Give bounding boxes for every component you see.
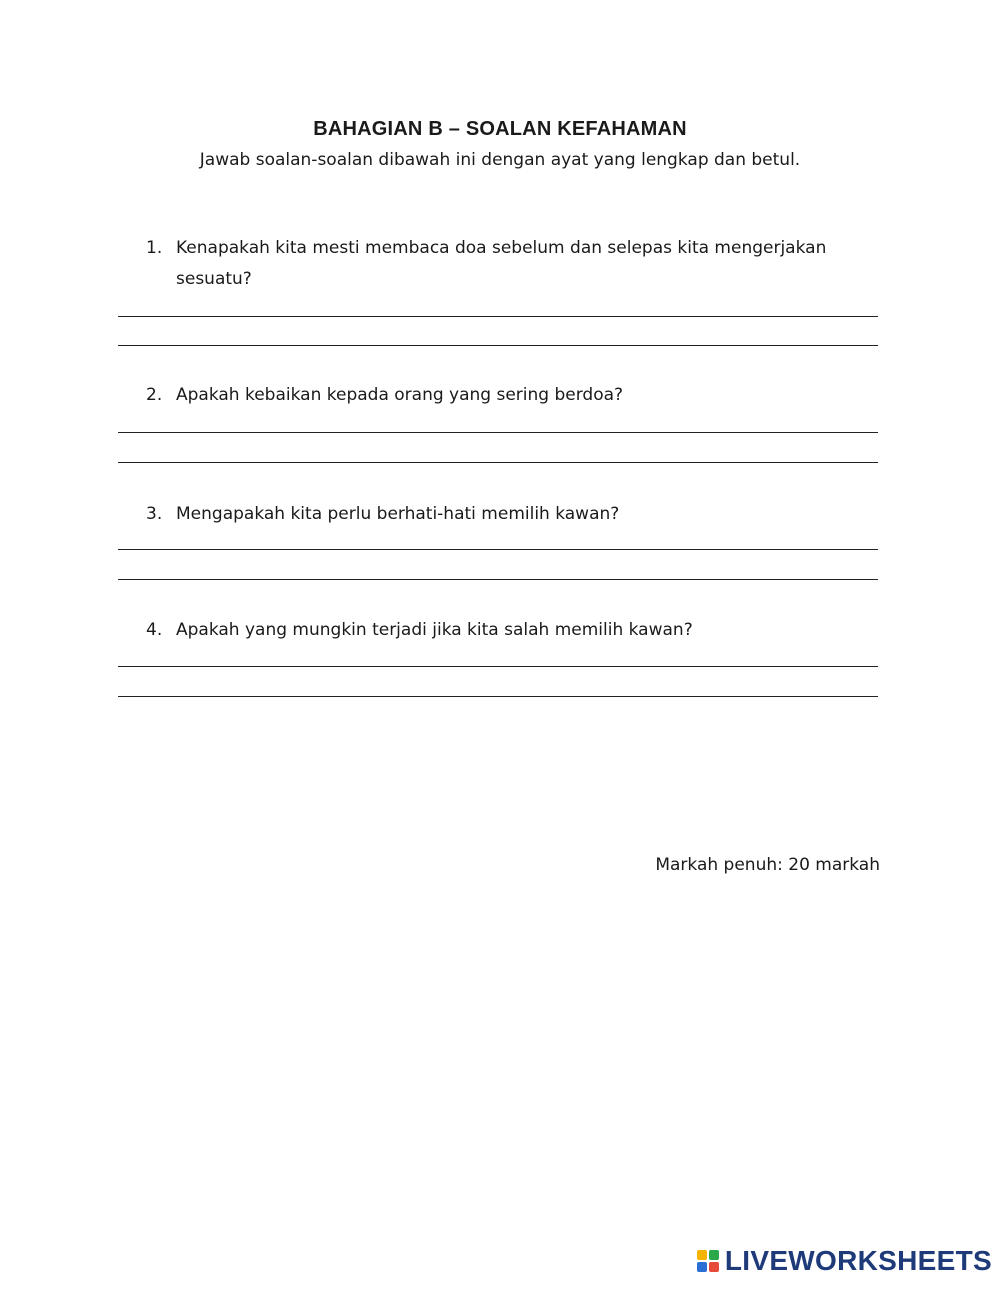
question-number: 3. [146,504,163,524]
logo-text: LIVEWORKSHEETS [724,1245,992,1276]
answer-line-3a[interactable] [118,549,878,550]
question-3 [146,499,866,530]
answer-line-3b[interactable] [118,579,878,580]
answer-line-4b[interactable] [118,696,878,697]
question-text: Kenapakah kita mesti membaca doa sebelum dan selepas kita mengerjakan sesuatu? [176,238,827,289]
liveworksheets-logo[interactable] [697,1245,992,1277]
question-text: Apakah yang mungkin terjadi jika kita salah memilih kawan? [176,620,693,640]
question-1 [146,233,866,295]
full-marks-text: Markah penuh: 20 markah [655,855,880,875]
answer-line-1b[interactable] [118,345,878,346]
page-title: BAHAGIAN B – SOALAN KEFAHAMAN [313,118,687,140]
question-number: 1. [146,238,163,258]
logo-square-blue [697,1262,707,1272]
answer-line-2b[interactable] [118,462,878,463]
instruction-text: Jawab soalan-soalan dibawah ini dengan ayat yang lengkap dan betul. [199,150,801,170]
liveworksheets-logo-icon [697,1250,719,1272]
logo-square-yellow [697,1250,707,1260]
question-number: 4. [146,620,163,640]
answer-line-4a[interactable] [118,666,878,667]
answer-line-2a[interactable] [118,432,878,433]
question-4 [146,615,866,646]
question-number: 2. [146,385,163,405]
logo-square-green [709,1250,719,1260]
question-text: Mengapakah kita perlu berhati-hati memilih kawan? [176,504,620,524]
logo-square-red [709,1262,719,1272]
question-text: Apakah kebaikan kepada orang yang sering berdoa? [176,385,624,405]
question-2 [146,380,866,411]
answer-line-1a[interactable] [118,316,878,317]
